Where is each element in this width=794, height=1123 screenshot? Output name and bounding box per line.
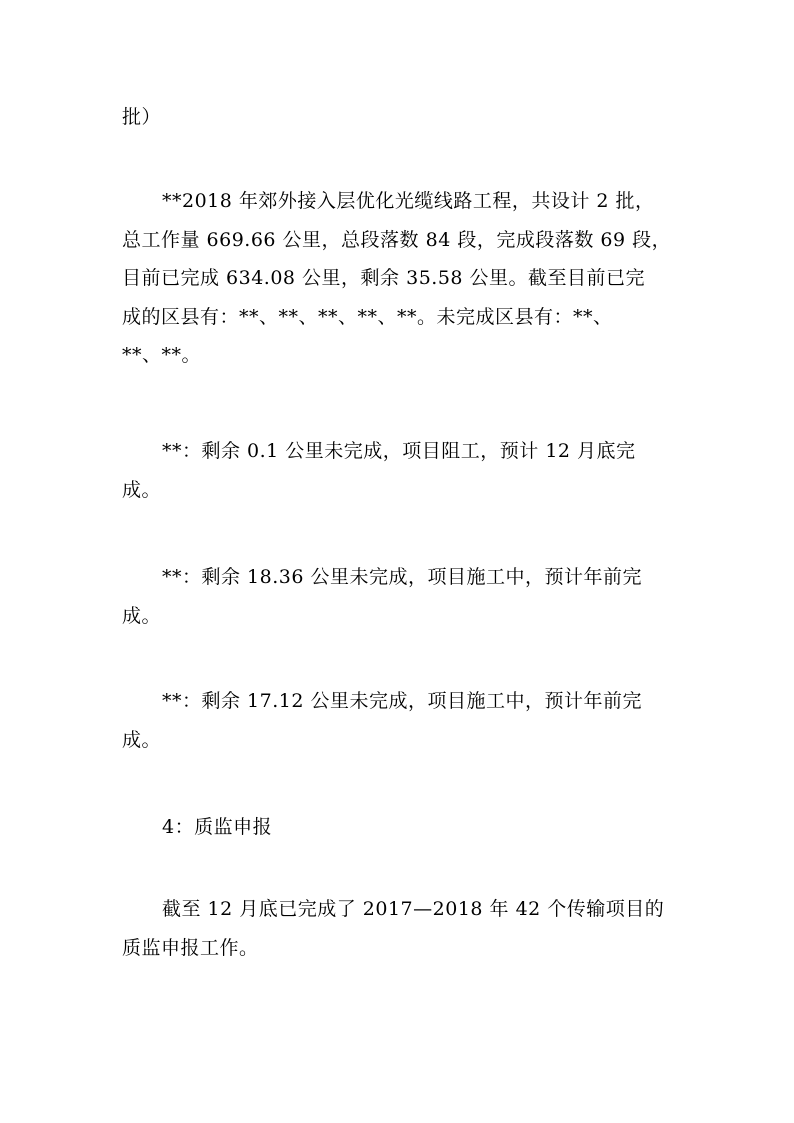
text-line: 总工作量 669.66 公里，总段落数 84 段，完成段落数 69 段， [122,228,672,251]
text-line: 成。 [122,728,162,751]
text-line: 截至 12 月底已完成了 2017—2018 年 42 个传输项目的 [162,898,665,920]
text-line: **2018 年郊外接入层优化光缆线路工程，共设计 2 批， [162,190,655,212]
paragraph-district-status-2 [122,558,682,635]
paragraph-quality-report [122,890,682,967]
section-heading: 4：质监申报 [162,816,273,838]
paragraph-continuation [122,98,682,137]
text-line: **：剩余 17.12 公里未完成，项目施工中，预计年前完 [162,690,642,712]
text-line: **、**。 [122,344,202,366]
text-line: 成的区县有：**、**、**、**、**。未完成区县有：**、 [122,305,613,328]
text-line: 成。 [122,478,162,501]
section-heading-quality-report [122,808,682,847]
text-line: 质监申报工作。 [122,936,259,959]
text-line: 成。 [122,604,162,627]
text-line: **：剩余 18.36 公里未完成，项目施工中，预计年前完 [162,566,642,588]
paragraph-district-status-3 [122,682,682,759]
paragraph-cable-project-summary [122,182,682,375]
text-line: **：剩余 0.1 公里未完成，项目阻工，预计 12 月底完 [162,440,636,462]
paragraph-district-status-1 [122,432,682,509]
text-line: 批） [122,106,162,128]
text-line: 目前已完成 634.08 公里，剩余 35.58 公里。截至目前已完 [122,267,646,289]
